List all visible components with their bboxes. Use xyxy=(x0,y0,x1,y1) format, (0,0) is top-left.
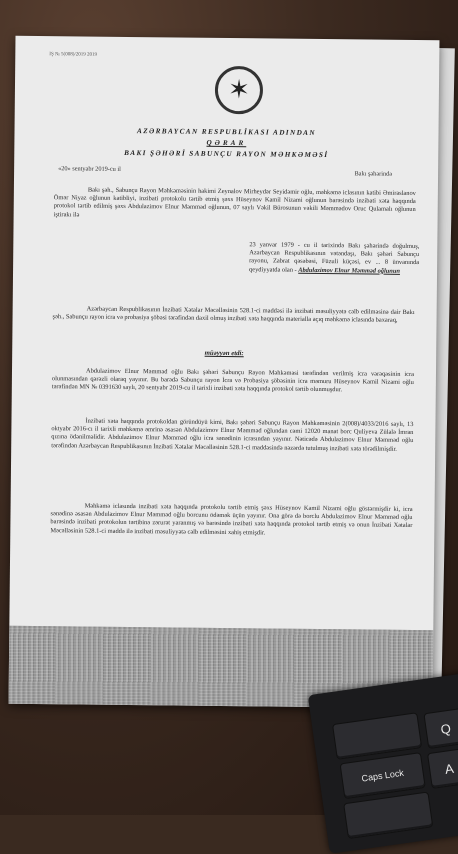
paragraph-intro: Bakı şəh., Sabunçu Rayon Məhkəməsinin hakimi Zeynalov Mirheydər Seyidəmir oğlu, məhkəmə iclasının katibi Əmiraslanov Ömər Niyaz oğlunun katibliyi, inzibati protokolu tərtib etmiş şəxs Hüseynov Kamil Nizami oğlunun barəsində inzibati xəta haqqında protokol tərtib edilmiş şəxs Abdulazimov Elnur Məmməd oğlunun, 07 saylı Vəkil Bürosunun vəkili Məmmədov Oruc Qulamalı oğlunun iştirakı ilə xyxy=(53,186,416,219)
person-details xyxy=(249,241,419,276)
document-city: Bakı şəhərində xyxy=(354,170,393,178)
heading-court: BAKI ŞƏHƏRİ SABUNÇU RAYON MƏHKƏMƏSİ xyxy=(124,148,329,160)
state-emblem-icon: ✶ xyxy=(215,66,264,115)
person-name: Abdulazimov Elnur Məmməd oğlunun xyxy=(298,266,401,275)
paragraph-findings-1: Abdulazimov Elnur Məmməd oğlu Bakı şəhəri Sabunçu Rayon Məhkəməsi tərəfindən verilmiş icra vərəqəsinin icra olunmasından qərəzli olaraq yayınır. Bu barədə Sabunçu rayon İcra və Probasiya şöbəsinin icra məmuru Hüseynov Kamil Nizami oğlu tərəfindən MN № 0391630 saylı, 20 sentyabr 2019-cu il tarixli inzibati xəta haqqında protokol tərtib olunmuşdur. xyxy=(51,367,415,394)
keyboard-key-blank-bottom[interactable] xyxy=(343,791,433,839)
section-title: müəyyən etdi: xyxy=(204,349,244,358)
document-date: «20» sentyabr 2019-cu il xyxy=(58,165,121,173)
court-document xyxy=(9,36,440,708)
person-details-text: 23 yanvar 1979 - cu il tarixində Bakı şəhərində doğulmuş, Azərbaycan Respublikasının vətəndaşı, Bakı şəhəri Sabunçu rayonu, Zabrat qəsəbəsi, Füzuli küçəsi, ev ... 8 ünvanında qeydiyyatda olan - xyxy=(249,241,420,274)
keyboard-key-a[interactable]: A xyxy=(427,748,458,789)
paragraph-case: Azərbaycan Respublikasının İnzibati Xətalar Məcəlləsinin 528.1-ci maddəsi ilə inzibati məsuliyyətə cəlb edilməsinə dair Bakı şəh., Sabunçu rayon icra və probasiya şöbəsi tərəfindən daxil olmuş inzibati xəta haqqında materialla açıq məhkəmə iclasında baxaraq, xyxy=(52,305,415,325)
document-number: IŞ № 5(008)/2019 2019 xyxy=(49,52,98,58)
paragraph-findings-2: İnzibati xəta haqqında protokoldan göründüyü kimi, Bakı şəhəri Sabunçu Rayon Məhkəməsinin 2(008)/4033/2016 saylı, 13 oktyabr 2016-cı il tarixli məhkəmə əmrinə əsasən Abdulazimov Elnur Məmməd oğlundan cəmi 12020 manat borc Quliyeva Zülalə İmran qızına ödənilməlidir. Abdulazimov Elnur Məmməd oğlu icra sənədinin icrasından yayınır. Nəticədə Abdulazimov Elnur Məmməd oğlu tərəfindən Azərbaycan Respublikasının İnzibati Xətalar Məcəlləsinin 528.1-ci maddəsində nəzərdə tutulmuş inzibati xəta törədilmişdir. xyxy=(51,417,414,453)
heading-republic: AZƏRBAYCAN RESPUBLİKASI ADINDAN xyxy=(137,127,317,137)
keyboard-key-caps-lock[interactable]: Caps Lock xyxy=(340,752,426,799)
keyboard-key-q[interactable]: Q xyxy=(423,708,458,749)
paragraph-findings-3: Məhkəmə iclasında inzibati xəta haqqında protokolu tərtib etmiş şəxs Hüseynov Kamil Nizami oğlu göstərmişdir ki, icra sənədinə əsasən Abdulazimov Elnur Məmməd oğlu borcunu ödəmək üçün yayınır. Ona görə də borclu Abdulazimov Elnur Məmməd oğlu barəsində inzibati protokolun tərtibinə zərurət yaranmış və barəsində inzibati xəta haqqında protokol tərtib etmiş və onun İnzibati Xətalar Məcəlləsinin 528.1-ci maddə ilə inzibati məsuliyyətə cəlb edilməsini xahiş etmişdir. xyxy=(50,502,413,537)
keyboard xyxy=(308,670,458,853)
heading-decision: QƏRAR xyxy=(206,138,247,148)
